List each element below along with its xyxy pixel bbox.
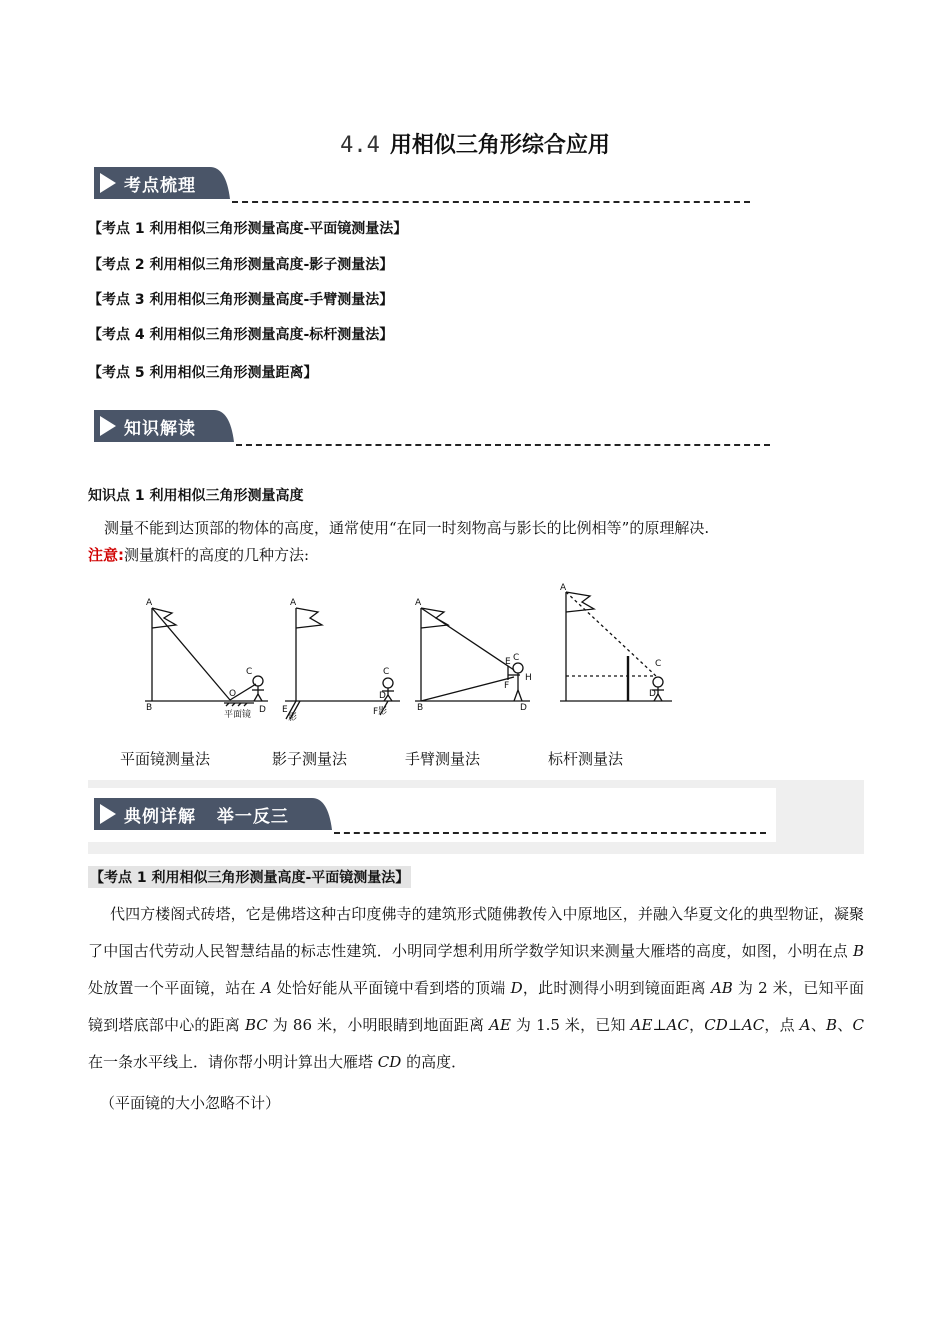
- note-label: 注意:: [88, 546, 124, 564]
- caption-mirror: 平面镜测量法: [120, 750, 211, 768]
- label-A: A: [146, 598, 153, 608]
- para-text: ，点: [764, 1016, 800, 1034]
- figure-mirror-method: [145, 608, 268, 706]
- banner-dianli-label: 典例详解 举一反三: [124, 807, 289, 827]
- example-heading: 【考点 1 利用相似三角形测量高度-平面镜测量法】: [88, 866, 411, 888]
- var-CD: CD: [377, 1053, 402, 1071]
- divider-dashed: [236, 444, 770, 446]
- label-C: C: [513, 653, 520, 663]
- para-text: 、: [810, 1016, 827, 1034]
- label-A: A: [415, 598, 422, 608]
- para-text: ，: [688, 1016, 705, 1034]
- para-text: 处恰好能从平面镜中看到塔的顶端: [271, 979, 511, 997]
- note-text: 测量旗杆的高度的几种方法:: [124, 546, 310, 564]
- banner-dianli: [90, 794, 334, 834]
- label-H: H: [525, 673, 532, 683]
- var-BC: BC: [244, 1016, 268, 1034]
- divider-dashed: [232, 201, 750, 203]
- banner-kaodian: [90, 163, 232, 203]
- label-C: C: [655, 659, 662, 669]
- label-E: E: [505, 657, 511, 667]
- para-text: 在一条水平线上．请你帮小明计算出大雁塔: [88, 1053, 378, 1071]
- para-text: 为 1.5 米，已知: [510, 1016, 631, 1034]
- kaodian-item-4: 【考点 4 利用相似三角形测量高度-标杆测量法】: [88, 327, 394, 343]
- label-A: A: [290, 598, 297, 608]
- para-text: 为 86 米，小明眼睛到地面距离: [267, 1016, 490, 1034]
- kaodian-item-3: 【考点 3 利用相似三角形测量高度-手臂测量法】: [88, 292, 394, 308]
- var-C: C: [852, 1016, 864, 1034]
- var-B: B: [826, 1016, 838, 1034]
- kaodian-item-1: 【考点 1 利用相似三角形测量高度-平面镜测量法】: [88, 221, 408, 237]
- label-O: O: [229, 689, 237, 699]
- label-F: F: [504, 681, 510, 691]
- example-paragraph: [88, 896, 864, 1081]
- para-text: ，此时测得小明到镜面距离: [522, 979, 711, 997]
- label-B: B: [417, 703, 424, 713]
- banner-kaodian-label: 考点梳理: [124, 176, 196, 196]
- var-A: A: [260, 979, 272, 997]
- example-tail: （平面镜的大小忽略不计）: [100, 1094, 281, 1112]
- var-B: B: [852, 942, 864, 960]
- page-title: [0, 128, 950, 159]
- var-AB: AB: [710, 979, 733, 997]
- label-D: D: [649, 689, 656, 699]
- label-B: B: [146, 703, 153, 713]
- para-text: 的高度．: [401, 1053, 467, 1071]
- label-C: C: [383, 667, 390, 677]
- para-text: 为 2 米，已知平面镜到塔底部中心的距离: [88, 979, 864, 1034]
- measurement-figures: [0, 580, 950, 730]
- var-A: A: [799, 1016, 811, 1034]
- label-D: D: [379, 691, 386, 701]
- label-A: A: [560, 583, 567, 593]
- knowledge-line1: 测量不能到达顶部的物体的高度，通常使用“在同一时刻物高与影长的比例相等”的原理解决.: [104, 519, 710, 537]
- figure-pole-method: [560, 592, 672, 701]
- knowledge-heading: 知识点 1 利用相似三角形测量高度: [88, 488, 304, 504]
- para-text: 处放置一个平面镜，站在: [88, 979, 261, 997]
- divider-dashed: [334, 832, 766, 834]
- label-mirror: 平面镜: [224, 710, 252, 720]
- label-E: E: [282, 705, 288, 715]
- figure-mirror-labels: [146, 598, 266, 720]
- para-text: 代四方楼阁式砖塔，它是佛塔这种古印度佛寺的建筑形式随佛教传入中原地区，并融入华夏文化的典型物证，凝聚了中国古代劳动人民智慧结晶的标志性建筑．小明同学想利用所学数学知识来测量大雁塔的高度，如图，小明在点: [88, 905, 864, 960]
- title-number: 4.4: [340, 133, 380, 158]
- caption-shadow: 影子测量法: [272, 750, 348, 768]
- caption-pole: 标杆测量法: [548, 750, 624, 768]
- knowledge-note: [88, 544, 309, 566]
- para-text: 、: [837, 1016, 853, 1034]
- label-D: D: [520, 703, 527, 713]
- kaodian-item-2: 【考点 2 利用相似三角形测量高度-影子测量法】: [88, 257, 394, 273]
- figure-shadow-method: [285, 608, 400, 719]
- label-C: C: [246, 667, 253, 677]
- var-D: D: [510, 979, 523, 997]
- label-F-shadow: F影: [373, 707, 388, 717]
- banner-zhishi: [90, 406, 236, 446]
- banner-zhishi-label: 知识解读: [124, 419, 196, 439]
- caption-arm: 手臂测量法: [405, 750, 481, 768]
- var-AE-perp-AC: AE⊥AC: [630, 1016, 689, 1034]
- label-D: D: [259, 705, 266, 715]
- label-shadow: 影: [288, 713, 298, 723]
- var-CD-perp-AC: CD⊥AC: [704, 1016, 765, 1034]
- kaodian-item-5: 【考点 5 利用相似三角形测量距离】: [88, 365, 318, 381]
- title-text: 用相似三角形综合应用: [389, 133, 610, 158]
- var-AE: AE: [489, 1016, 511, 1034]
